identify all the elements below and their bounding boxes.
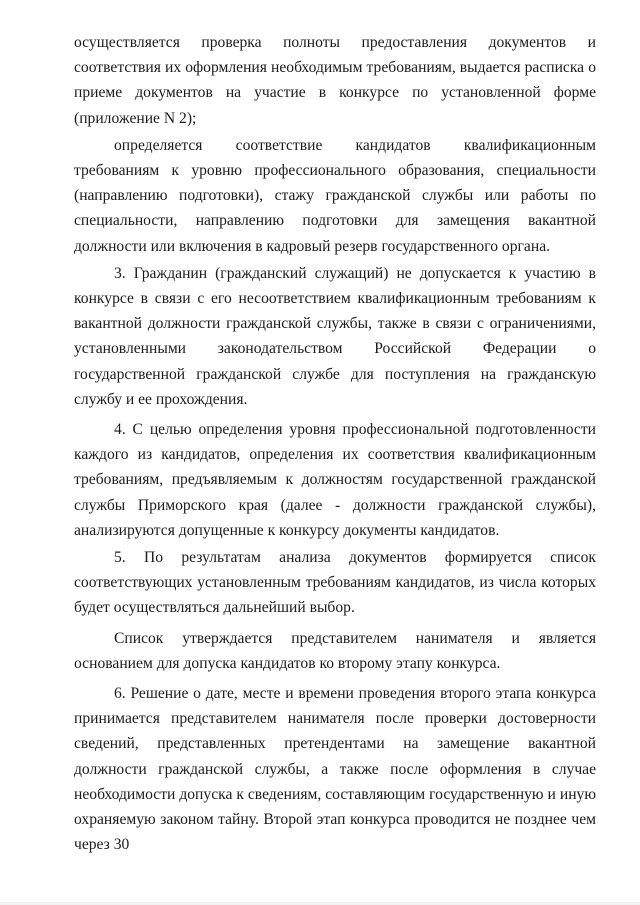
paragraph-item-3: 3. Гражданин (гражданский служащий) не допускается к участию в конкурсе в связи с его несоответствием квалификационным требованиям к вакантной должности гражданской службы, также в связи с ограничениями, установленными законодательством Российской Федерации о государственной гражданской службе для поступления на гражданскую службу и ее прохождения.	[74, 264, 596, 408]
paragraph-qualification-check: определяется соответствие кандидатов квалификационным требованиям к уровню профессионального образования, специальности (направлению подготовки), стажу гражданской службы или работы по специальности, направлению подготовки для замещения вакантной должности или включения в кадровый резерв государственного органа.	[74, 136, 596, 255]
paragraph-list-approval: Список утверждается представителем нанимателя и является основанием для допуска кандидатов ко второму этапу конкурса.	[74, 629, 596, 672]
document-body	[74, 30, 596, 858]
paragraph-item-6: 6. Решение о дате, месте и времени проведения второго этапа конкурса принимается представителем нанимателя после проверки достоверности сведений, представленных претендентами на замещение вакантной должности гражданской службы, а также после оформления в случае необходимости допуска к сведениям, составляющим государственную и иную охраняемую законом тайну. Второй этап конкурса проводится не позднее чем через 30	[74, 685, 596, 854]
paragraph-item-5: 5. По результатам анализа документов формируется список соответствующих установленным требованиям кандидатов, из числа которых будет осуществляться дальнейший выбор.	[74, 549, 596, 617]
paragraph-document-check: осуществляется проверка полноты предоставления документов и соответствия их оформления необходимым требованиям, выдается расписка о приеме документов на участие в конкурсе по установленной форме (приложение N 2);	[74, 34, 596, 127]
paragraph-item-4: 4. С целью определения уровня профессиональной подготовленности каждого из кандидатов, определения их соответствия квалификационным требованиям, предъявляемым к должностям государственной гражданской службы Приморского края (далее - должности гражданской службы), анализируются допущенные к конкурсу документы кандидатов.	[74, 421, 596, 539]
